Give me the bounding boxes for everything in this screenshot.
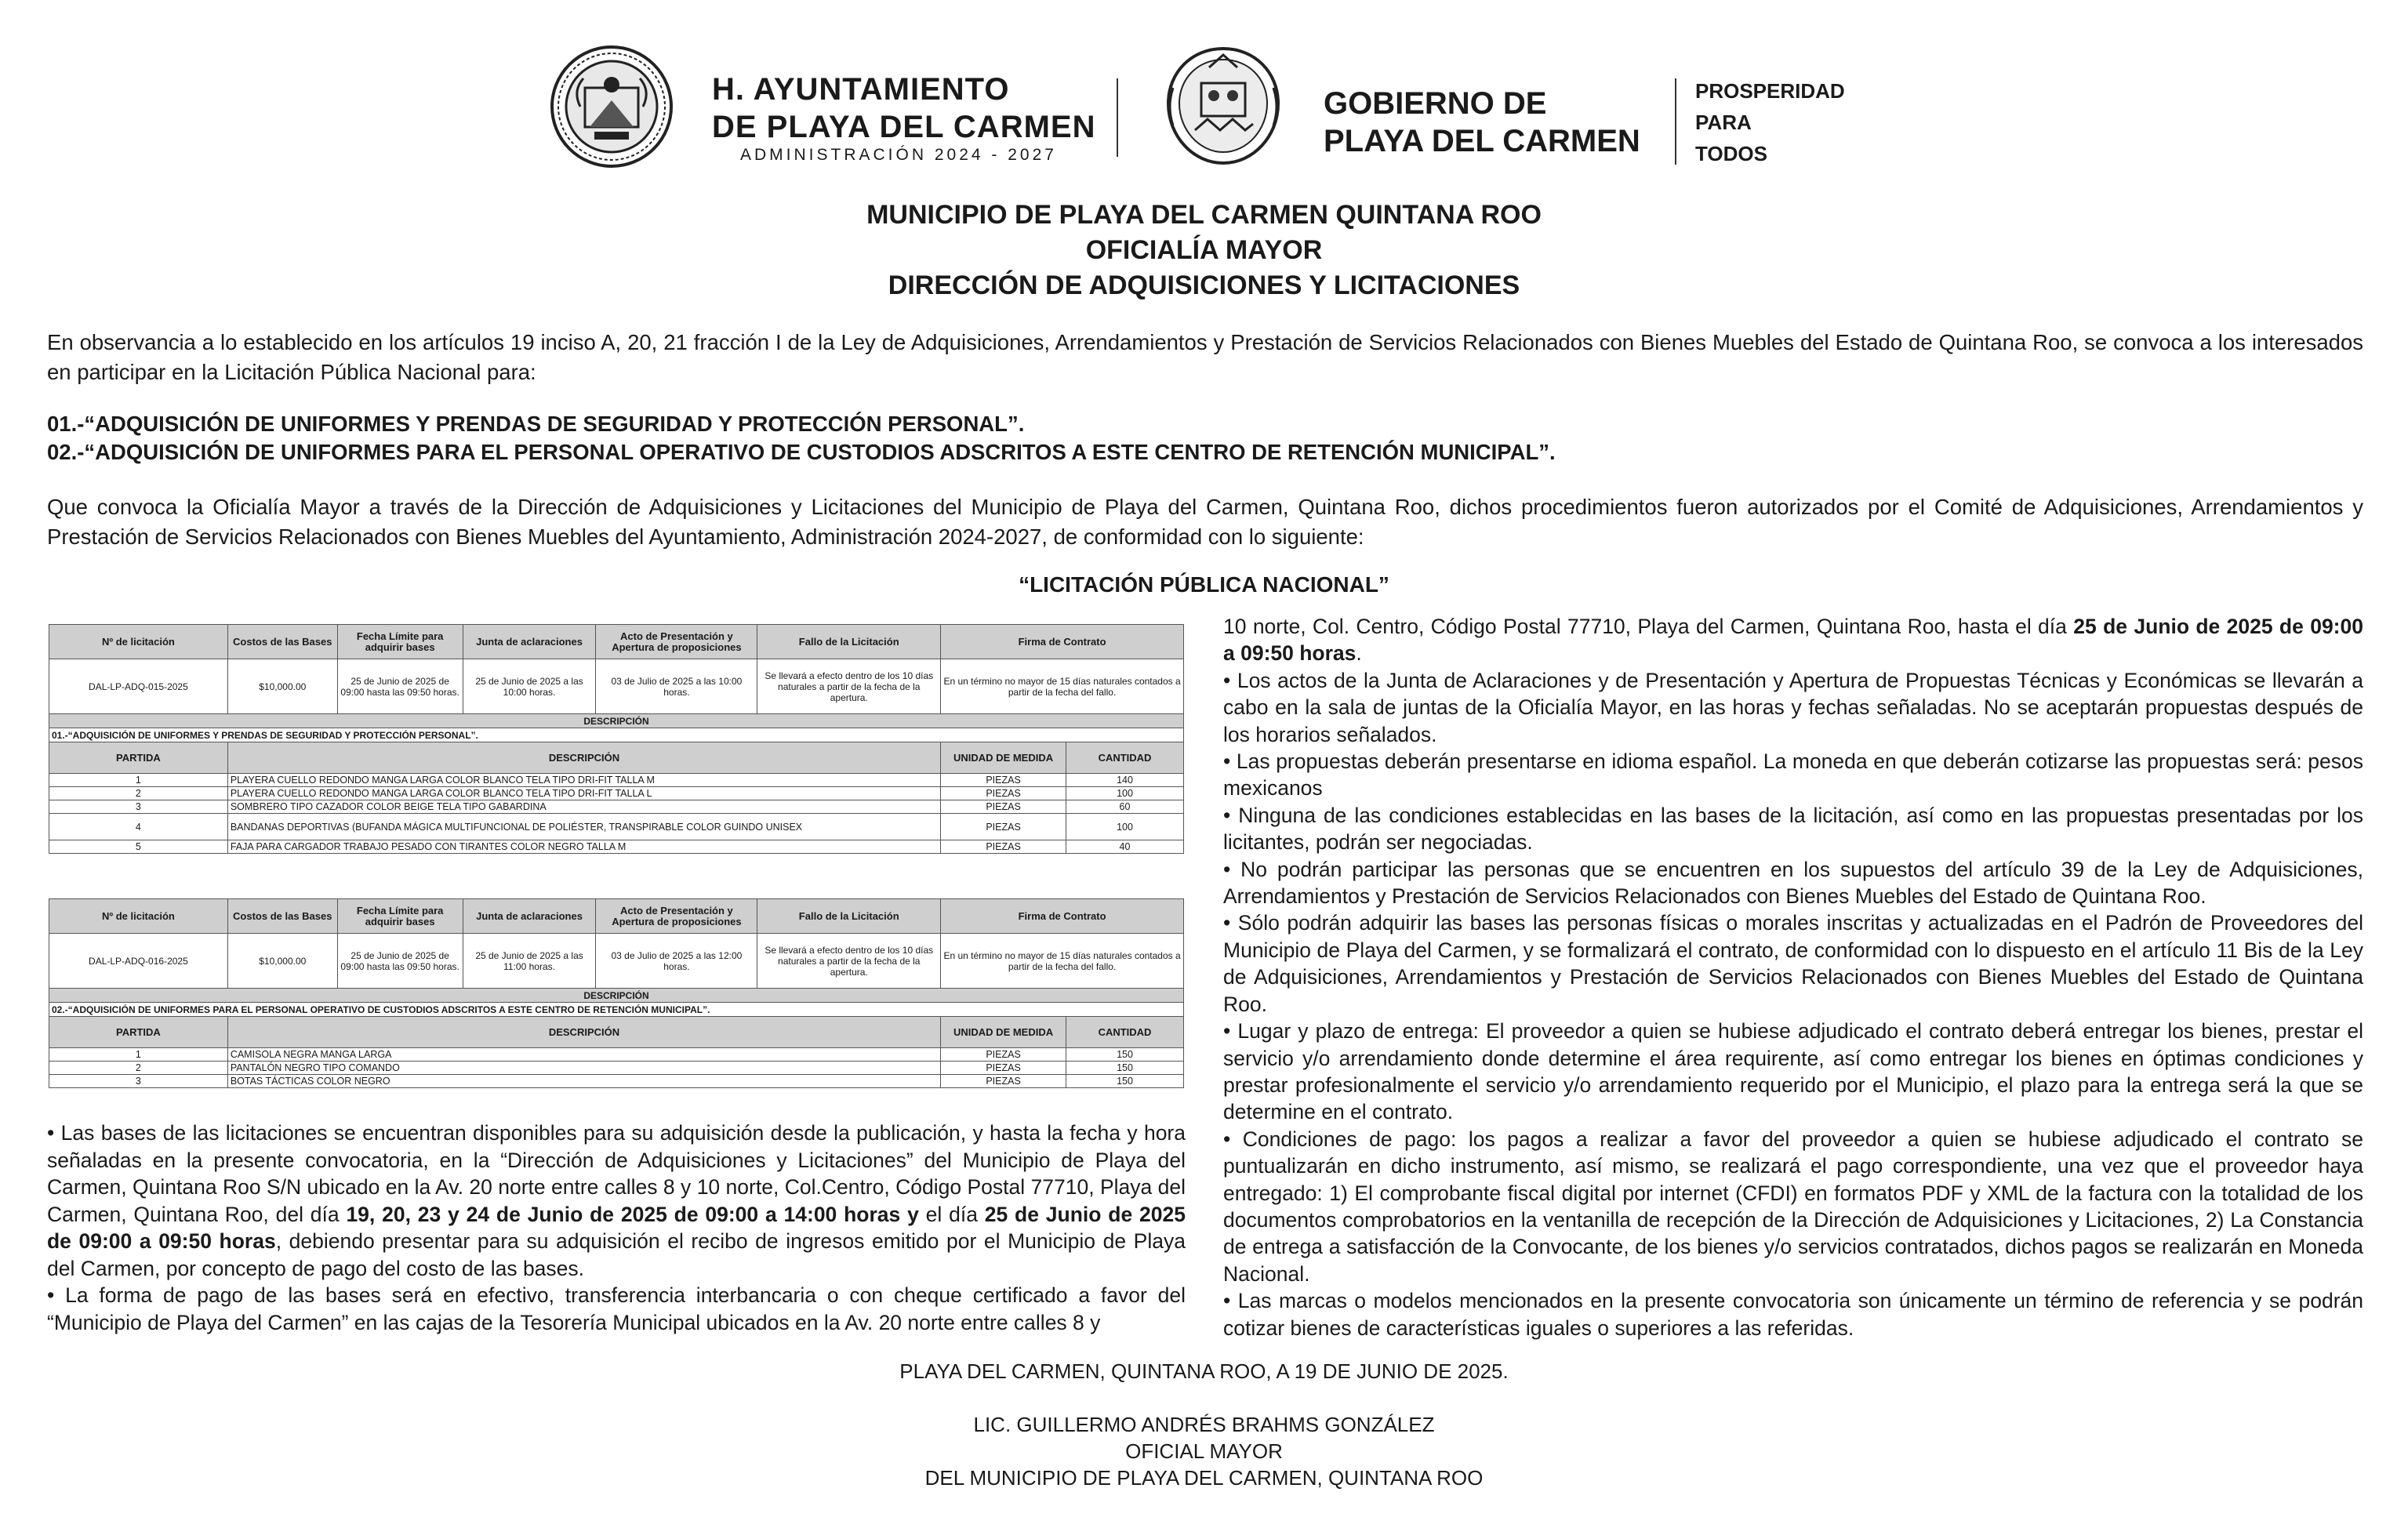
bullet-bases: [47, 1120, 1186, 1282]
partida-cell: 5: [49, 840, 228, 854]
firmante-cargo: OFICIAL MAYOR: [1125, 1439, 1283, 1463]
bullet-idioma: • Las propuestas deberán presentarse en idioma español. La moneda en que deberán cotizarse las propuestas será: pesos mexicanos: [1223, 749, 2363, 800]
bullet-actos: • Los actos de la Junta de Aclaraciones y de Presentación y Apertura de Propuestas Técnicas y Económicas se llevarán a cabo en la sala de juntas de la Oficialía Mayor, en las horas y fechas señaladas. No se aceptarán propuestas después de los horarios señalados.: [1223, 668, 2363, 746]
header-acto: Acto de Presentación y Apertura de proposiciones: [596, 899, 757, 934]
administracion-label: ADMINISTRACIÓN 2024 - 2027: [740, 146, 1057, 164]
cantidad-cell: 150: [1066, 1048, 1184, 1062]
header-partida: PARTIDA: [49, 742, 228, 774]
cell-acto: 03 de Julio de 2025 a las 10:00 horas.: [596, 659, 757, 714]
continuation-bold: 25 de Junio de 2025 de 09:00 a 09:50 horas: [1223, 615, 2363, 666]
ayuntamiento-title: [712, 71, 1095, 146]
descripcion-cell: PANTALÓN NEGRO TIPO COMANDO: [227, 1062, 940, 1075]
table-row: [49, 800, 1184, 814]
header-firma: Firma de Contrato: [941, 625, 1184, 659]
unidad-cell: PIEZAS: [941, 814, 1066, 840]
descripcion-cell: PLAYERA CUELLO REDONDO MANGA LARGA COLOR BLANCO TELA TIPO DRI-FIT TALLA L: [227, 787, 940, 800]
descripcion-cell: CAMISOLA NEGRA MANGA LARGA: [227, 1048, 940, 1062]
bullet-padron: • Sólo podrán adquirir las bases las personas físicas o morales inscritas y actualizadas en el Padrón de Proveedores del Municipio de Playa del Carmen, y se formalizará el contrato, de conformidad con lo dispuesto en el artículo 11 Bis de la Ley de Adquisiciones, Arrendamientos y Prestación de Servicios Relacionados con Bienes Muebles del Estado de Quintana Roo.: [1223, 911, 2363, 1016]
lema-line3: TODOS: [1695, 142, 1767, 165]
firmante-dependencia: DEL MUNICIPIO DE PLAYA DEL CARMEN, QUINTANA ROO: [924, 1466, 1484, 1490]
cell-fecha: 25 de Junio de 2025 de 09:00 hasta las 09:50 horas.: [337, 934, 463, 989]
item-01: 01.-“ADQUISICIÓN DE UNIFORMES Y PRENDAS DE SEGURIDAD Y PROTECCIÓN PERSONAL”.: [47, 412, 1025, 436]
cell-num: DAL-LP-ADQ-015-2025: [49, 659, 228, 714]
descripcion-header: DESCRIPCIÓN: [49, 989, 1184, 1003]
cantidad-cell: 140: [1066, 774, 1184, 787]
cell-fallo: Se llevará a efecto dentro de los 10 días naturales a partir de la fecha de la apertura.: [757, 934, 941, 989]
licitacion-table-1: [49, 624, 1184, 854]
cantidad-cell: 150: [1066, 1062, 1184, 1075]
cell-num: DAL-LP-ADQ-016-2025: [49, 934, 228, 989]
descripcion-cell: SOMBRERO TIPO CAZADOR COLOR BEIGE TELA TIPO GABARDINA: [227, 800, 940, 814]
table-row: [49, 814, 1184, 840]
unidad-cell: PIEZAS: [941, 1075, 1066, 1088]
cell-costo: $10,000.00: [227, 934, 337, 989]
bases-text-end: , debiendo presentar para su adquisición el recibo de ingresos emitido por el Municipio de Playa del Carmen, por concepto de pago del costo de las bases.: [47, 1229, 1186, 1280]
heading-direccion: DIRECCIÓN DE ADQUISICIONES Y LICITACIONES: [888, 270, 1520, 300]
cell-costo: $10,000.00: [227, 659, 337, 714]
table-row: [49, 840, 1184, 854]
item-02: 02.-“ADQUISICIÓN DE UNIFORMES PARA EL PERSONAL OPERATIVO DE CUSTODIOS ADSCRITOS A ESTE CENTRO DE RETENCIÓN MUNICIPAL”.: [47, 440, 1556, 464]
header-firma: Firma de Contrato: [941, 899, 1184, 934]
bullet-entrega: • Lugar y plazo de entrega: El proveedor a quien se hubiese adjudicado el contrato deberá entregar los bienes, prestar el servicio y/o arrendamiento donde determine el área requirente, así como entregar los bienes en óptimas condiciones y prestar profesionalmente el servicio y/o arrendamiento requerido por el Municipio, el plazo para la entrega será la que se determine en el contrato.: [1223, 1019, 2363, 1124]
table-row: [49, 1075, 1184, 1088]
descripcion-cell: PLAYERA CUELLO REDONDO MANGA LARGA COLOR BLANCO TELA TIPO DRI-FIT TALLA M: [227, 774, 940, 787]
continuation-text: 10 norte, Col. Centro, Código Postal 77710, Playa del Carmen, Quintana Roo, hasta el día: [1223, 615, 2074, 638]
cell-firma: En un término no mayor de 15 días naturales contados a partir de la fecha del fallo.: [941, 934, 1184, 989]
header-num: Nº de licitación: [49, 899, 228, 934]
cantidad-cell: 100: [1066, 814, 1184, 840]
partida-cell: 4: [49, 814, 228, 840]
continuation: [1223, 613, 2363, 667]
gobierno-line1: GOBIERNO DE: [1324, 86, 1547, 121]
heading-municipio: MUNICIPIO DE PLAYA DEL CARMEN QUINTANA ROO: [866, 200, 1542, 230]
partida-cell: 2: [49, 1062, 228, 1075]
ayuntamiento-line2: DE PLAYA DEL CARMEN: [712, 110, 1096, 144]
header-acto: Acto de Presentación y Apertura de proposiciones: [596, 625, 757, 659]
bullet-pago: • La forma de pago de las bases será en efectivo, transferencia interbancaria o con cheque certificado a favor del “Municipio de Playa del Carmen” en las cajas de la Tesorería Municipal ubicados en la Av. 20 norte entre calles 8 y: [47, 1283, 1186, 1334]
header-junta: Junta de aclaraciones: [463, 899, 596, 934]
cantidad-cell: 100: [1066, 787, 1184, 800]
descripcion-cell: BOTAS TÁCTICAS COLOR NEGRO: [227, 1075, 940, 1088]
footer-signature: [0, 1411, 2408, 1491]
left-column-text: [47, 1120, 1186, 1336]
section-title: 02.-“ADQUISICIÓN DE UNIFORMES PARA EL PERSONAL OPERATIVO DE CUSTODIOS ADSCRITOS A ESTE CENTRO DE RETENCIÓN MUNICIPAL”.: [49, 1003, 1184, 1017]
intro-paragraph: En observancia a lo establecido en los artículos 19 inciso A, 20, 21 fracción I de la Ley de Adquisiciones, Arrendamientos y Prestación de Servicios Relacionados con Bienes Muebles del Estado de Quintana Roo, se convoca a los interesados en participar en la Licitación Pública Nacional para:: [47, 330, 2363, 384]
header-descripcion: DESCRIPCIÓN: [227, 742, 940, 774]
partida-cell: 1: [49, 774, 228, 787]
partida-cell: 3: [49, 1075, 228, 1088]
header-unidad: UNIDAD DE MEDIDA: [941, 1017, 1066, 1048]
bases-text-mid: el día: [918, 1202, 985, 1226]
gobierno-title: [1324, 85, 1640, 160]
right-column-text: [1223, 613, 2363, 1341]
header-descripcion: DESCRIPCIÓN: [227, 1017, 940, 1048]
continuation-end: .: [1356, 641, 1362, 666]
header-logos: [549, 44, 1882, 177]
gobierno-line2: PLAYA DEL CARMEN: [1324, 124, 1640, 158]
footer-lugar-fecha: PLAYA DEL CARMEN, QUINTANA ROO, A 19 DE JUNIO DE 2025.: [899, 1359, 1509, 1383]
header-fallo: Fallo de la Licitación: [757, 899, 941, 934]
section-title: 01.-“ADQUISICIÓN DE UNIFORMES Y PRENDAS DE SEGURIDAD Y PROTECCIÓN PERSONAL”.: [49, 728, 1184, 742]
convoca-paragraph: Que convoca la Oficialía Mayor a través de la Dirección de Adquisiciones y Licitaciones del Municipio de Playa del Carmen, Quintana Roo, dichos procedimientos fueron autorizados por el Comité de Adquisiciones, Arrendamientos y Prestación de Servicios Relacionados con Bienes Muebles del Ayuntamiento, Administración 2024-2027, de conformidad con lo siguiente:: [47, 495, 2363, 549]
header-junta: Junta de aclaraciones: [463, 625, 596, 659]
ayuntamiento-line1: H. AYUNTAMIENTO: [712, 72, 1010, 107]
divider: [1675, 78, 1676, 165]
header-fecha: Fecha Límite para adquirir bases: [337, 625, 463, 659]
table-row: [49, 774, 1184, 787]
header-cantidad: CANTIDAD: [1066, 1017, 1184, 1048]
bullet-impedimentos: • No podrán participar las personas que se encuentren en los supuestos del artículo 39 de la Ley de Adquisiciones, Arrendamientos y Prestación de Servicios Relacionados con Bienes Muebles del Estado de Quintana Roo.: [1223, 857, 2363, 909]
licitacion-table-2: [49, 898, 1184, 1088]
descripcion-header: DESCRIPCIÓN: [49, 714, 1184, 728]
cantidad-cell: 40: [1066, 840, 1184, 854]
bullet-condiciones-pago: • Condiciones de pago: los pagos a realizar a favor del proveedor a quien se hubiese adjudicado el contrato se puntualizarán en dicho instrumento, así mismo, se realizará el pago correspondiente, una vez que el proveedor haya entregado: 1) El comprobante fiscal digital por internet (CFDI) en formatos PDF y XML de la factura con la totalidad de los documentos comprobatorios en la ventanilla de recepción de la Dirección de Adquisiciones y Licitaciones, 2) La Constancia de entrega a satisfacción de la Convocante, de los bienes y/o servicios contratados, dichos pagos se realizarán en Moneda Nacional.: [1223, 1127, 2363, 1286]
cantidad-cell: 150: [1066, 1075, 1184, 1088]
header-fallo: Fallo de la Licitación: [757, 625, 941, 659]
ayuntamiento-seal-icon: [549, 44, 674, 169]
lema-line1: PROSPERIDAD: [1695, 79, 1845, 103]
header-costos: Costos de las Bases: [227, 625, 337, 659]
bullet-negociacion: • Ninguna de las condiciones establecidas en las bases de la licitación, así como en las propuestas presentadas por los licitantes, podrán ser negociadas.: [1223, 803, 2363, 855]
header-fecha: Fecha Límite para adquirir bases: [337, 899, 463, 934]
descripcion-cell: FAJA PARA CARGADOR TRABAJO PESADO CON TIRANTES COLOR NEGRO TALLA M: [227, 840, 940, 854]
heading-oficialia: OFICIALÍA MAYOR: [1085, 235, 1323, 265]
header-unidad: UNIDAD DE MEDIDA: [941, 742, 1066, 774]
bullet-marcas: • Las marcas o modelos mencionados en la presente convocatoria son únicamente un término de referencia y se podrán cotizar bienes de características iguales o superiores a las referidas.: [1223, 1289, 2363, 1340]
cell-fallo: Se llevará a efecto dentro de los 10 días naturales a partir de la fecha de la apertura.: [757, 659, 941, 714]
lema-line2: PARA: [1695, 111, 1752, 134]
unidad-cell: PIEZAS: [941, 1048, 1066, 1062]
divider: [1117, 78, 1118, 157]
partida-cell: 3: [49, 800, 228, 814]
unidad-cell: PIEZAS: [941, 787, 1066, 800]
cantidad-cell: 60: [1066, 800, 1184, 814]
unidad-cell: PIEZAS: [941, 800, 1066, 814]
licitacion-title: “LICITACIÓN PÚBLICA NACIONAL”: [1019, 572, 1389, 597]
header-num: Nº de licitación: [49, 625, 228, 659]
document-headings: [0, 198, 2408, 303]
cell-junta: 25 de Junio de 2025 a las 10:00 horas.: [463, 659, 596, 714]
header-costos: Costos de las Bases: [227, 899, 337, 934]
lema: [1695, 75, 1845, 169]
partida-cell: 2: [49, 787, 228, 800]
bases-dates-bold: 19, 20, 23 y 24 de Junio de 2025 de 09:00 a 14:00 horas y: [346, 1202, 919, 1226]
unidad-cell: PIEZAS: [941, 840, 1066, 854]
table-row: [49, 787, 1184, 800]
table-row: [49, 1048, 1184, 1062]
header-partida: PARTIDA: [49, 1017, 228, 1048]
cell-junta: 25 de Junio de 2025 a las 11:00 horas.: [463, 934, 596, 989]
cell-fecha: 25 de Junio de 2025 de 09:00 hasta las 09:50 horas.: [337, 659, 463, 714]
gobierno-seal-icon: [1160, 44, 1286, 169]
cell-acto: 03 de Julio de 2025 a las 12:00 horas.: [596, 934, 757, 989]
unidad-cell: PIEZAS: [941, 774, 1066, 787]
bases-date-bold-2: 25 de Junio de 2025 de 09:00 a 09:50 horas: [47, 1202, 1186, 1253]
table-row: [49, 1062, 1184, 1075]
descripcion-cell: BANDANAS DEPORTIVAS (BUFANDA MÁGICA MULTIFUNCIONAL DE POLIÉSTER, TRANSPIRABLE COLOR GUINDO UNISEX: [227, 814, 940, 840]
partida-cell: 1: [49, 1048, 228, 1062]
cell-firma: En un término no mayor de 15 días naturales contados a partir de la fecha del fallo.: [941, 659, 1184, 714]
bases-text-a: • Las bases de las licitaciones se encuentran disponibles para su adquisición desde la publicación, y hasta la fecha y hora señaladas en la presente convocatoria, en la “Dirección de Adquisiciones y Licitaciones” del Municipio de Playa del Carmen, Quintana Roo S/N ubicado en la Av. 20 norte entre calles 8 y 10 norte, Col.Centro, Código Postal 77710, Playa del Carmen, Quintana Roo, del día: [47, 1121, 1186, 1226]
firmante-name: LIC. GUILLERMO ANDRÉS BRAHMS GONZÁLEZ: [973, 1413, 1435, 1436]
unidad-cell: PIEZAS: [941, 1062, 1066, 1075]
header-cantidad: CANTIDAD: [1066, 742, 1184, 774]
